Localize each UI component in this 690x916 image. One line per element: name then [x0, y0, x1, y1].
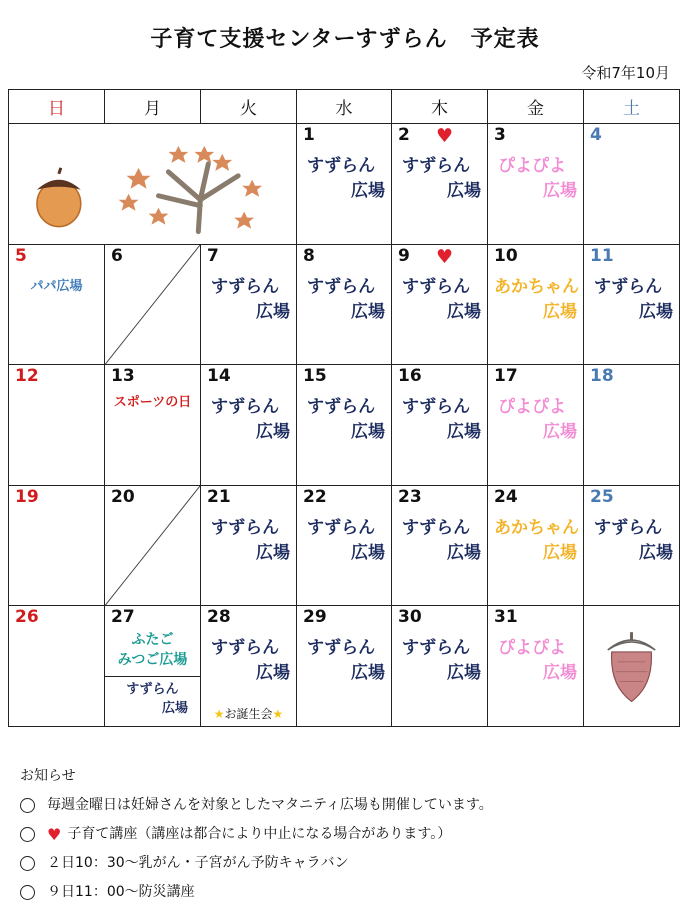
- day-number: 17: [494, 366, 518, 387]
- day-number: 12: [15, 366, 39, 387]
- day-number: 29: [303, 607, 327, 628]
- day-cell-25: [584, 485, 680, 606]
- akachan-event: あかちゃん 広場: [494, 517, 579, 563]
- day-cell-3: [488, 124, 584, 245]
- day-number: 28: [207, 607, 231, 628]
- day-number: 8: [303, 245, 315, 266]
- page-title: 子育て支援センターすずらん 予定表: [150, 27, 540, 52]
- day-cell-4: [584, 124, 680, 245]
- day-cell-27: [105, 606, 201, 727]
- week-row-5: [9, 606, 680, 727]
- day-number: 7: [207, 245, 219, 266]
- day-cell-13: [105, 365, 201, 486]
- cell-divider: [105, 676, 200, 677]
- suzuran-event: すずらん 広場: [307, 276, 385, 322]
- day-number: 9: [398, 245, 410, 266]
- day-cell-10: [488, 244, 584, 365]
- day-number: 13: [111, 366, 135, 387]
- suzuran-event: すずらん 広場: [307, 517, 385, 563]
- suzuran-event: すずらん 広場: [594, 517, 673, 563]
- weekday-thu: 木: [392, 90, 488, 124]
- day-cell-23: [392, 485, 488, 606]
- heart-icon: ♥: [47, 825, 62, 844]
- day-cell-24: [488, 485, 584, 606]
- suzuran-event: すずらん 広場: [126, 682, 188, 717]
- day-number: 26: [15, 607, 39, 628]
- day-number: 21: [207, 486, 231, 507]
- day-cell-1: [297, 124, 392, 245]
- weekday-wed: 水: [297, 90, 392, 124]
- notice-item: ９日11：00〜防災講座: [20, 878, 493, 907]
- papa-event: パパ広場: [30, 278, 83, 294]
- notice-item: ２日10：30〜乳がん・子宮がん予防キャラバン: [20, 849, 493, 878]
- suzuran-event: すずらん 広場: [402, 276, 481, 322]
- day-cell-5: [9, 244, 105, 365]
- day-cell-8: [297, 244, 392, 365]
- calendar-table: [8, 89, 680, 727]
- day-cell-9: [392, 244, 488, 365]
- notice-item: ♥ 子育て講座（講座は都合により中止になる場合があります。）: [20, 820, 493, 849]
- day-cell-20: [105, 485, 201, 606]
- weekday-fri: 金: [488, 90, 584, 124]
- day-number: 3: [494, 125, 506, 146]
- notice-item: 毎週金曜日は妊婦さんを対象としたマタニティ広場も開催しています。: [20, 791, 493, 820]
- weekday-sun: 日: [9, 90, 105, 124]
- heart-icon: ♥: [436, 245, 454, 268]
- suzuran-event: すずらん 広場: [594, 276, 673, 322]
- weekday-tue: 火: [201, 90, 297, 124]
- suzuran-event: すずらん 広場: [307, 397, 385, 443]
- suzuran-event: すずらん 広場: [211, 517, 290, 563]
- suzuran-event: すずらん 広場: [402, 397, 481, 443]
- suzuran-event: すずらん 広場: [211, 397, 290, 443]
- weekday-sat: 土: [584, 90, 680, 124]
- month-label: 令和7年10月: [581, 64, 670, 82]
- day-cell-19: [9, 485, 105, 606]
- weekday-header-row: [9, 90, 680, 124]
- day-number: 11: [590, 245, 614, 266]
- suzuran-event: すずらん 広場: [307, 156, 385, 202]
- day-cell-2: [392, 124, 488, 245]
- suzuran-event: すずらん 広場: [211, 638, 290, 684]
- day-number: 4: [590, 125, 602, 146]
- suzuran-event: すずらん 広場: [402, 638, 481, 684]
- circle-bullet-icon: [20, 798, 35, 813]
- day-number: 31: [494, 607, 518, 628]
- day-cell-15: [297, 365, 392, 486]
- week-row-4: [9, 485, 680, 606]
- day-number: 30: [398, 607, 422, 628]
- day-cell-28: [201, 606, 297, 727]
- futago-event: ふたご みつご広場: [117, 632, 188, 669]
- day-number: 14: [207, 366, 231, 387]
- akachan-event: あかちゃん 広場: [494, 276, 579, 322]
- day-cell-21: [201, 485, 297, 606]
- holiday-label: スポーツの日: [113, 395, 192, 411]
- autumn-illustration-cell: [9, 124, 297, 245]
- notice-heading: お知らせ: [20, 768, 76, 784]
- day-cell-16: [392, 365, 488, 486]
- day-number: 6: [111, 245, 123, 266]
- suzuran-event: すずらん 広場: [402, 517, 481, 563]
- suzuran-event: すずらん 広場: [402, 156, 481, 202]
- acorn-tree-illustration: [9, 124, 296, 244]
- day-cell-22: [297, 485, 392, 606]
- circle-bullet-icon: [20, 885, 35, 900]
- day-number: 22: [303, 486, 327, 507]
- day-number: 25: [590, 486, 614, 507]
- day-cell-26: [9, 606, 105, 727]
- day-cell-18: [584, 365, 680, 486]
- day-number: 20: [111, 486, 135, 507]
- circle-bullet-icon: [20, 856, 35, 871]
- day-number: 19: [15, 486, 39, 507]
- day-number: 16: [398, 366, 422, 387]
- week-row-1: [9, 124, 680, 245]
- piyopiyo-event: ぴよぴよ 広場: [498, 638, 577, 684]
- birthday-event: ★お誕生会★: [213, 707, 284, 721]
- star-icon: ★: [213, 707, 225, 721]
- day-number: 15: [303, 366, 327, 387]
- day-cell-29: [297, 606, 392, 727]
- day-number: 1: [303, 125, 315, 146]
- acorn-illustration: [584, 606, 679, 726]
- day-cell-11: [584, 244, 680, 365]
- day-cell-12: [9, 365, 105, 486]
- day-cell-30: [392, 606, 488, 727]
- heart-icon: ♥: [436, 125, 454, 148]
- weekday-mon: 月: [105, 90, 201, 124]
- day-number: 23: [398, 486, 422, 507]
- day-cell-17: [488, 365, 584, 486]
- day-cell-14: [201, 365, 297, 486]
- day-cell-6: [105, 244, 201, 365]
- day-cell-31: [488, 606, 584, 727]
- week-row-3: [9, 365, 680, 486]
- suzuran-event: すずらん 広場: [211, 276, 290, 322]
- day-number: 2: [398, 125, 410, 146]
- day-number: 24: [494, 486, 518, 507]
- day-number: 18: [590, 366, 614, 387]
- day-cell-7: [201, 244, 297, 365]
- piyopiyo-event: ぴよぴよ 広場: [498, 156, 577, 202]
- day-number: 5: [15, 245, 27, 266]
- notice-section: [20, 762, 493, 907]
- acorn-illustration-cell: [584, 606, 680, 727]
- circle-bullet-icon: [20, 827, 35, 842]
- piyopiyo-event: ぴよぴよ 広場: [498, 397, 577, 443]
- week-row-2: [9, 244, 680, 365]
- day-number: 27: [111, 607, 135, 628]
- suzuran-event: すずらん 広場: [307, 638, 385, 684]
- day-number: 10: [494, 245, 518, 266]
- star-icon: ★: [272, 707, 284, 721]
